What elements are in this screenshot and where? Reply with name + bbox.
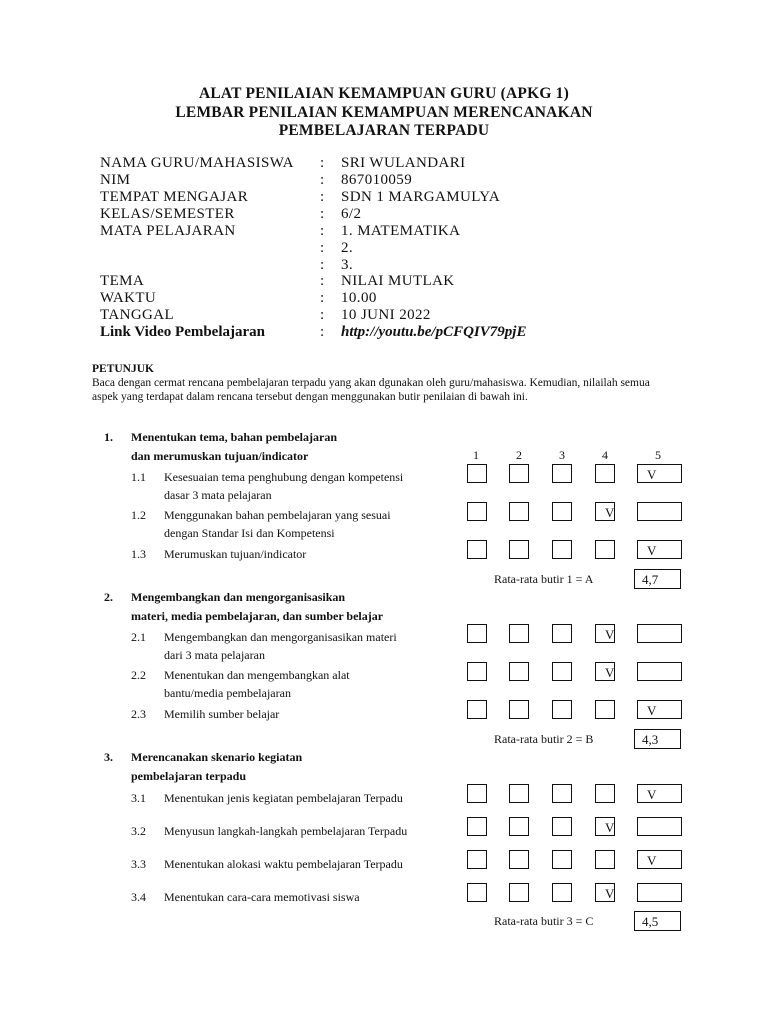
score-box-2[interactable] bbox=[509, 464, 529, 483]
info-label: NIM bbox=[100, 172, 131, 188]
section-number: 2. bbox=[104, 590, 113, 604]
score-box-1[interactable] bbox=[467, 464, 487, 483]
score-box-5[interactable] bbox=[637, 883, 682, 902]
document-title-line-2: LEMBAR PENILAIAN KEMAMPUAN MERENCANAKAN bbox=[175, 104, 593, 121]
info-label: TANGGAL bbox=[100, 307, 175, 323]
info-separator: : bbox=[320, 172, 325, 188]
score-box-2[interactable] bbox=[509, 502, 529, 521]
score-box-3[interactable] bbox=[552, 784, 572, 803]
score-box-4[interactable] bbox=[595, 700, 615, 719]
score-box-4[interactable] bbox=[595, 540, 615, 559]
score-column-1: 1 bbox=[473, 448, 479, 462]
score-box-1[interactable] bbox=[467, 624, 487, 643]
score-box-5[interactable] bbox=[637, 662, 682, 681]
score-box-4[interactable] bbox=[595, 850, 615, 869]
average-label: Rata-rata butir 3 = C bbox=[494, 914, 594, 928]
score-box-3[interactable] bbox=[552, 850, 572, 869]
score-box-4-checked[interactable]: V bbox=[595, 883, 615, 902]
info-separator: : bbox=[320, 223, 325, 239]
info-value: 3. bbox=[341, 257, 354, 273]
info-value: SRI WULANDARI bbox=[341, 155, 466, 171]
item-text-cont: dasar 3 mata pelajaran bbox=[164, 488, 272, 502]
info-separator: : bbox=[320, 290, 325, 306]
item-number: 2.3 bbox=[131, 707, 146, 721]
info-separator: : bbox=[320, 155, 325, 171]
score-box-1[interactable] bbox=[467, 700, 487, 719]
score-box-1[interactable] bbox=[467, 883, 487, 902]
score-box-1[interactable] bbox=[467, 850, 487, 869]
score-box-2[interactable] bbox=[509, 817, 529, 836]
item-number: 1.1 bbox=[131, 470, 146, 484]
item-text: Menentukan alokasi waktu pembelajaran Terpadu bbox=[164, 857, 403, 871]
score-column-2: 2 bbox=[516, 448, 522, 462]
item-text: Menyusun langkah-langkah pembelajaran Terpadu bbox=[164, 824, 408, 838]
item-text-cont: dari 3 mata pelajaran bbox=[164, 648, 265, 662]
item-number: 3.1 bbox=[131, 791, 146, 805]
section-title-cont: pembelajaran terpadu bbox=[131, 769, 246, 783]
section-title: Mengembangkan dan mengorganisasikan bbox=[131, 590, 346, 604]
item-number: 2.1 bbox=[131, 630, 146, 644]
score-box-3[interactable] bbox=[552, 502, 572, 521]
average-label: Rata-rata butir 1 = A bbox=[494, 572, 594, 586]
section-number: 3. bbox=[104, 750, 113, 764]
video-link[interactable]: http://youtu.be/pCFQIV79pjE bbox=[341, 324, 527, 340]
score-box-4[interactable] bbox=[595, 464, 615, 483]
info-label: TEMPAT MENGAJAR bbox=[100, 189, 249, 205]
score-box-2[interactable] bbox=[509, 540, 529, 559]
score-box-3[interactable] bbox=[552, 883, 572, 902]
info-value: NILAI MUTLAK bbox=[341, 273, 455, 289]
item-text: Mengembangkan dan mengorganisasikan materi bbox=[164, 630, 397, 644]
item-text: Menentukan dan mengembangkan alat bbox=[164, 668, 350, 682]
score-box-5[interactable] bbox=[637, 817, 682, 836]
item-number: 3.4 bbox=[131, 890, 146, 904]
item-number: 1.2 bbox=[131, 508, 146, 522]
average-value-box: 4,5 bbox=[634, 911, 681, 931]
item-text-cont: bantu/media pembelajaran bbox=[164, 686, 291, 700]
score-box-4-checked[interactable]: V bbox=[595, 502, 615, 521]
item-number: 1.3 bbox=[131, 547, 146, 561]
score-box-3[interactable] bbox=[552, 464, 572, 483]
item-text: Memilih sumber belajar bbox=[164, 707, 280, 721]
score-box-3[interactable] bbox=[552, 540, 572, 559]
score-box-1[interactable] bbox=[467, 817, 487, 836]
section-title-cont: materi, media pembelajaran, dan sumber belajar bbox=[131, 609, 384, 623]
score-box-5[interactable] bbox=[637, 502, 682, 521]
item-text: Kesesuaian tema penghubung dengan kompetensi bbox=[164, 470, 404, 484]
score-box-5-checked[interactable]: V bbox=[637, 850, 682, 869]
score-box-3[interactable] bbox=[552, 662, 572, 681]
item-number: 3.3 bbox=[131, 857, 146, 871]
score-box-4[interactable] bbox=[595, 784, 615, 803]
document-title-line-3: PEMBELAJARAN TERPADU bbox=[278, 122, 490, 139]
petunjuk-text-line-2: aspek yang terdapat dalam rencana tersebut dengan menggunakan butir penilaian di bawah ini. bbox=[92, 391, 528, 403]
score-box-4-checked[interactable]: V bbox=[595, 624, 615, 643]
score-box-5-checked[interactable]: V bbox=[637, 464, 682, 483]
score-box-5-checked[interactable]: V bbox=[637, 700, 682, 719]
info-label: KELAS/SEMESTER bbox=[100, 206, 235, 222]
average-value-box: 4,7 bbox=[634, 569, 681, 589]
score-box-3[interactable] bbox=[552, 817, 572, 836]
score-column-4: 4 bbox=[602, 448, 608, 462]
info-label: WAKTU bbox=[100, 290, 157, 306]
info-label: Link Video Pembelajaran bbox=[100, 324, 266, 340]
score-box-3[interactable] bbox=[552, 700, 572, 719]
item-number: 2.2 bbox=[131, 668, 146, 682]
item-text-cont: dengan Standar Isi dan Kompetensi bbox=[164, 526, 335, 540]
info-value: 867010059 bbox=[341, 172, 413, 188]
info-separator: : bbox=[320, 324, 325, 340]
info-separator: : bbox=[320, 189, 325, 205]
item-text: Menggunakan bahan pembelajaran yang sesuai bbox=[164, 508, 391, 522]
score-box-1[interactable] bbox=[467, 540, 487, 559]
info-value: SDN 1 MARGAMULYA bbox=[341, 189, 501, 205]
petunjuk-heading: PETUNJUK bbox=[92, 363, 154, 375]
average-label: Rata-rata butir 2 = B bbox=[494, 732, 594, 746]
item-text: Menentukan cara-cara memotivasi siswa bbox=[164, 890, 360, 904]
score-box-2[interactable] bbox=[509, 624, 529, 643]
info-separator: : bbox=[320, 206, 325, 222]
info-label: NAMA GURU/MAHASISWA bbox=[100, 155, 294, 171]
score-box-5-checked[interactable]: V bbox=[637, 540, 682, 559]
score-column-3: 3 bbox=[559, 448, 565, 462]
info-value: 6/2 bbox=[341, 206, 362, 222]
info-label: MATA PELAJARAN bbox=[100, 223, 236, 239]
info-value: 10.00 bbox=[341, 290, 377, 306]
section-title-cont: dan merumuskan tujuan/indicator bbox=[131, 449, 309, 463]
score-box-1[interactable] bbox=[467, 784, 487, 803]
petunjuk-text-line-1: Baca dengan cermat rencana pembelajaran terpadu yang akan dgunakan oleh guru/mahasiswa. Kemudian, nilailah semua bbox=[92, 377, 650, 389]
score-box-4-checked[interactable]: V bbox=[595, 662, 615, 681]
info-separator: : bbox=[320, 240, 325, 256]
score-box-3[interactable] bbox=[552, 624, 572, 643]
score-box-2[interactable] bbox=[509, 784, 529, 803]
section-title: Merencanakan skenario kegiatan bbox=[131, 750, 303, 764]
score-box-2[interactable] bbox=[509, 662, 529, 681]
info-value: 1. MATEMATIKA bbox=[341, 223, 461, 239]
info-label: TEMA bbox=[100, 273, 145, 289]
info-separator: : bbox=[320, 257, 325, 273]
item-text: Menentukan jenis kegiatan pembelajaran Terpadu bbox=[164, 791, 403, 805]
score-box-2[interactable] bbox=[509, 700, 529, 719]
info-value: 10 JUNI 2022 bbox=[341, 307, 431, 323]
score-box-5-checked[interactable]: V bbox=[637, 784, 682, 803]
average-value-box: 4,3 bbox=[634, 729, 681, 749]
section-number: 1. bbox=[104, 430, 113, 444]
score-box-4-checked[interactable]: V bbox=[595, 817, 615, 836]
info-separator: : bbox=[320, 307, 325, 323]
item-text: Merumuskan tujuan/indicator bbox=[164, 547, 307, 561]
score-box-1[interactable] bbox=[467, 502, 487, 521]
score-box-1[interactable] bbox=[467, 662, 487, 681]
info-separator: : bbox=[320, 273, 325, 289]
score-box-2[interactable] bbox=[509, 850, 529, 869]
document-title-line-1: ALAT PENILAIAN KEMAMPUAN GURU (APKG 1) bbox=[199, 85, 569, 102]
score-box-5[interactable] bbox=[637, 624, 682, 643]
item-number: 3.2 bbox=[131, 824, 146, 838]
section-title: Menentukan tema, bahan pembelajaran bbox=[131, 430, 338, 444]
score-column-5: 5 bbox=[655, 448, 661, 462]
score-box-2[interactable] bbox=[509, 883, 529, 902]
info-value: 2. bbox=[341, 240, 354, 256]
